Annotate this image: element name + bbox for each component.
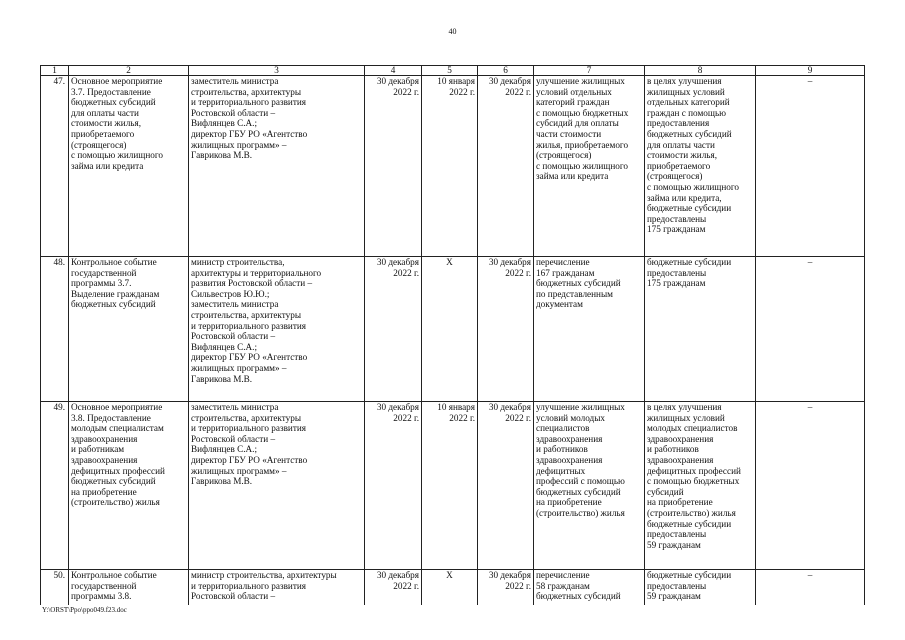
end-date-cell: 30 декабря 2022 г. — [478, 76, 534, 257]
header-cell: 8 — [645, 66, 756, 76]
actual-result-cell: в целях улучшения жилищных условий отдельных категорий граждан с помощью предоставления бюджетных субсидий для оплаты части стоимости жилья, приобретаемого (строящегося) с помощью жилищного займа или кредита, бюджетные субсидии предоставлены 175 гражданам — [645, 76, 756, 257]
page-number: 40 — [448, 27, 457, 36]
schedule-table — [40, 65, 865, 605]
responsible-cell: министр строительства, архитектуры и территориального развития Ростовской области – Сильвестров Ю.Ю.; заместитель министра строительства, архитектуры и территориального развития Ростовской области – Вифлянцев С.А.; директор ГБУ РО «Агентство жилищных программ» – Гаврикова М.В. — [189, 257, 365, 402]
row-number: 48. — [41, 257, 69, 402]
notes-cell: – — [756, 402, 865, 570]
table-row — [41, 570, 865, 605]
responsible-cell: заместитель министра строительства, архитектуры и территориального развития Ростовской области – Вифлянцев С.А.; директор ГБУ РО «Агентство жилищных программ» – Гаврикова М.В. — [189, 76, 365, 257]
row-number: 50. — [41, 570, 69, 605]
actual-result-cell: бюджетные субсидии предоставлены 175 гражданам — [645, 257, 756, 402]
planned-date-cell: 30 декабря 2022 г. — [365, 257, 422, 402]
start-date-cell: 10 января 2022 г. — [422, 402, 478, 570]
header-cell: 1 — [41, 66, 69, 76]
start-date-cell: Х — [422, 570, 478, 605]
start-date-cell: 10 января 2022 г. — [422, 76, 478, 257]
responsible-cell: министр строительства, архитектуры и территориального развития Ростовской области – — [189, 570, 365, 605]
event-cell: Основное мероприятие 3.8. Предоставление молодым специалистам здравоохранения и работникам здравоохранения дефицитных профессий бюджетных субсидий на приобретение (строительство) жилья — [69, 402, 189, 570]
notes-cell: – — [756, 257, 865, 402]
planned-date-cell: 30 декабря 2022 г. — [365, 402, 422, 570]
header-row — [41, 66, 865, 76]
notes-cell: – — [756, 570, 865, 605]
header-cell: 7 — [534, 66, 645, 76]
event-cell: Контрольное событие государственной программы 3.8. — [69, 570, 189, 605]
start-date-cell: Х — [422, 257, 478, 402]
header-cell: 3 — [189, 66, 365, 76]
header-cell: 6 — [478, 66, 534, 76]
table-row — [41, 402, 865, 570]
row-number: 49. — [41, 402, 69, 570]
file-path-footer: Y:\ORST\Ppo\ppo049.f23.doc — [42, 606, 127, 614]
end-date-cell: 30 декабря 2022 г. — [478, 257, 534, 402]
actual-result-cell: в целях улучшения жилищных условий молодых специалистов здравоохранения и работников здравоохранения дефицитных профессий с помощью бюджетных субсидий на приобретение (строительство) жилья бюджетные субсидии предоставлены 59 гражданам — [645, 402, 756, 570]
actual-result-cell: бюджетные субсидии предоставлены 59 гражданам — [645, 570, 756, 605]
end-date-cell: 30 декабря 2022 г. — [478, 570, 534, 605]
header-cell: 9 — [756, 66, 865, 76]
planned-result-cell: перечисление 167 гражданам бюджетных субсидий по представленным документам — [534, 257, 645, 402]
planned-date-cell: 30 декабря 2022 г. — [365, 570, 422, 605]
planned-result-cell: перечисление 58 гражданам бюджетных субсидий — [534, 570, 645, 605]
header-cell: 4 — [365, 66, 422, 76]
header-cell: 2 — [69, 66, 189, 76]
table-row — [41, 257, 865, 402]
end-date-cell: 30 декабря 2022 г. — [478, 402, 534, 570]
planned-result-cell: улучшение жилищных условий молодых специалистов здравоохранения и работников здравоохранения дефицитных профессий с помощью бюджетных субсидий на приобретение (строительство) жилья — [534, 402, 645, 570]
row-number: 47. — [41, 76, 69, 257]
table-row — [41, 76, 865, 257]
notes-cell: – — [756, 76, 865, 257]
header-cell: 5 — [422, 66, 478, 76]
event-cell: Основное мероприятие 3.7. Предоставление бюджетных субсидий для оплаты части стоимости жилья, приобретаемого (строящегося) с помощью жилищного займа или кредита — [69, 76, 189, 257]
responsible-cell: заместитель министра строительства, архитектуры и территориального развития Ростовской области – Вифлянцев С.А.; директор ГБУ РО «Агентство жилищных программ» – Гаврикова М.В. — [189, 402, 365, 570]
event-cell: Контрольное событие государственной программы 3.7. Выделение гражданам бюджетных субсидий — [69, 257, 189, 402]
planned-result-cell: улучшение жилищных условий отдельных категорий граждан с помощью бюджетных субсидий для оплаты части стоимости жилья, приобретаемого (строящегося) с помощью жилищного займа или кредита — [534, 76, 645, 257]
planned-date-cell: 30 декабря 2022 г. — [365, 76, 422, 257]
